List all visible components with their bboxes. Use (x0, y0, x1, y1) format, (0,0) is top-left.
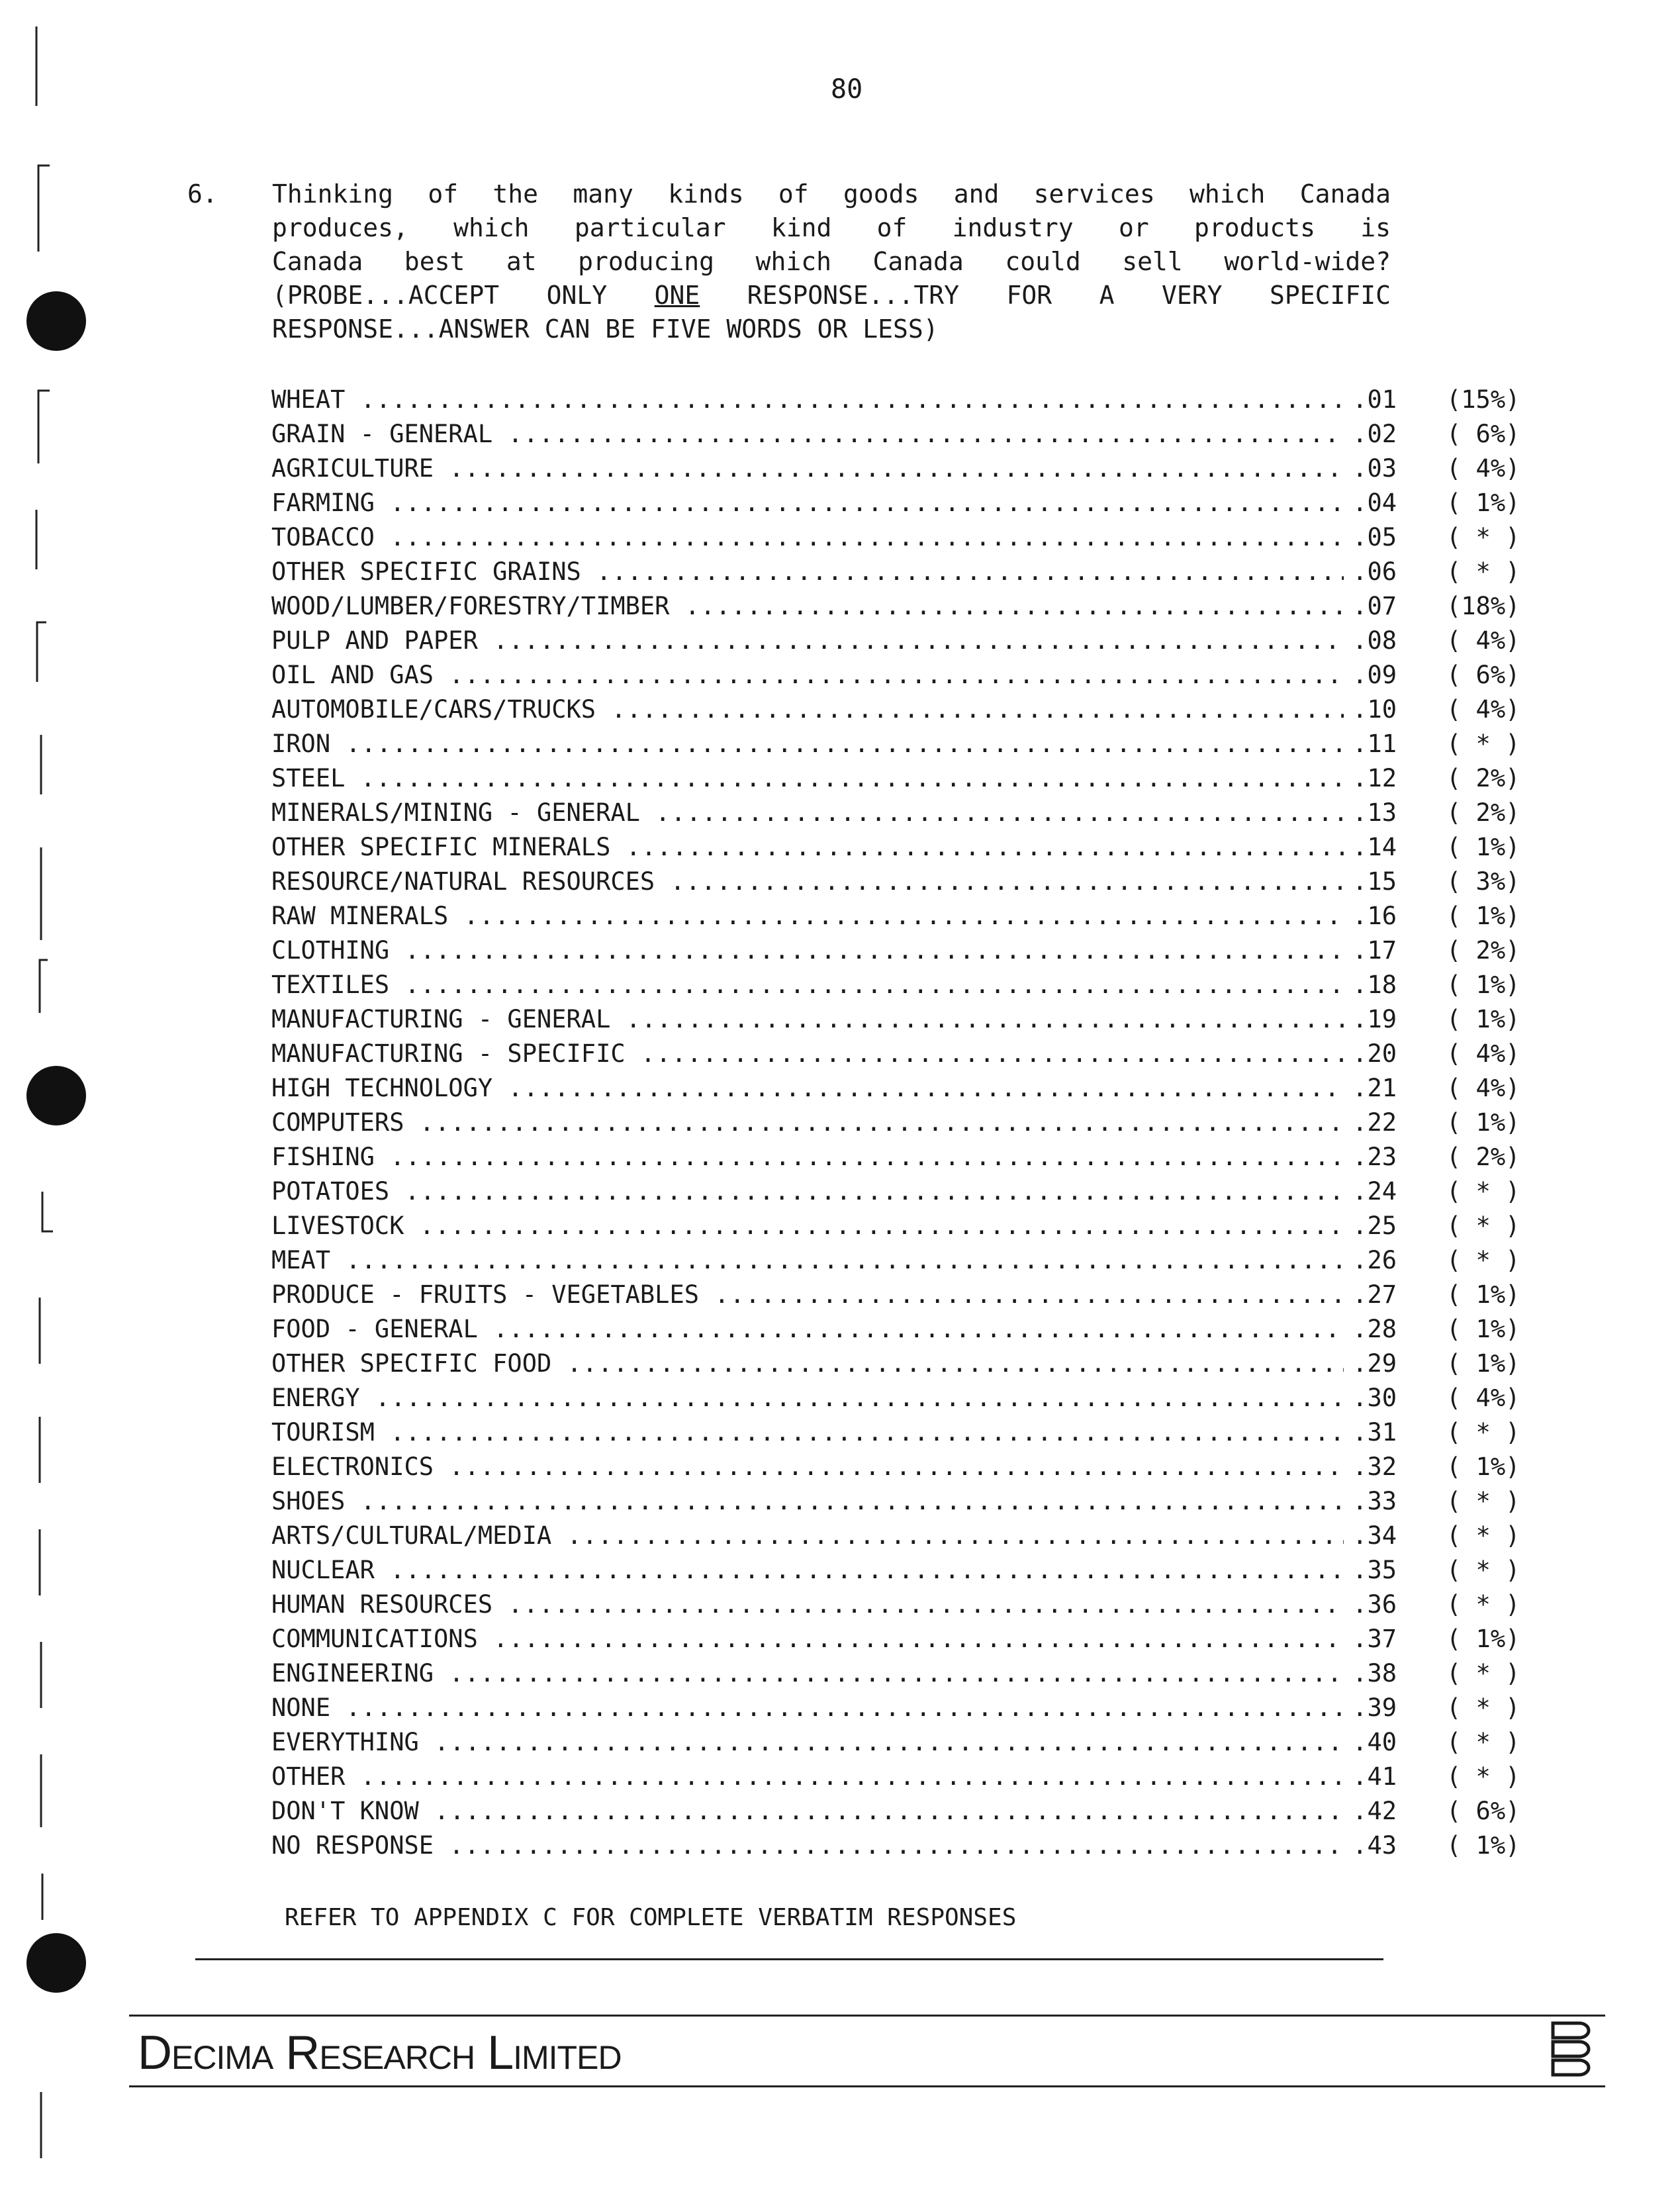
response-code: .09 (1347, 658, 1397, 692)
response-row (271, 1656, 1552, 1691)
response-row (271, 1106, 1552, 1140)
response-label: TOURISM ..... (271, 1415, 1344, 1450)
response-label: PULP AND PAPER ..... (271, 624, 1344, 658)
response-code: .32 (1347, 1450, 1397, 1484)
response-percentage: ( * ) (1446, 1659, 1520, 1688)
response-code: .12 (1347, 761, 1397, 796)
response-row (271, 1415, 1552, 1450)
response-row (271, 1794, 1552, 1829)
response-percentage: ( * ) (1446, 1177, 1520, 1206)
response-row (271, 1209, 1552, 1243)
response-row (271, 796, 1552, 830)
response-row (271, 589, 1552, 624)
response-label: TEXTILES ..... (271, 968, 1344, 1002)
response-label: ARTS/CULTURAL/MEDIA ..... (271, 1519, 1344, 1553)
response-percentage: ( 1%) (1446, 971, 1520, 999)
response-row (271, 1381, 1552, 1415)
response-code: .25 (1347, 1209, 1397, 1243)
response-percentage: ( * ) (1446, 1418, 1520, 1447)
response-row (271, 1725, 1552, 1760)
response-code: .29 (1347, 1347, 1397, 1381)
response-percentage: ( 2%) (1446, 1143, 1520, 1171)
response-label: NO RESPONSE ..... (271, 1829, 1344, 1863)
response-percentage: ( 4%) (1446, 626, 1520, 655)
response-code: .11 (1347, 727, 1397, 761)
response-code: .28 (1347, 1312, 1397, 1347)
response-percentage: ( 1%) (1446, 1280, 1520, 1309)
response-percentage: ( * ) (1446, 730, 1520, 758)
response-percentage: ( 1%) (1446, 1452, 1520, 1481)
response-label: ENERGY ..... (271, 1381, 1344, 1415)
response-label: ELECTRONICS ..... (271, 1450, 1344, 1484)
response-row (271, 1174, 1552, 1209)
response-label: ENGINEERING ..... (271, 1656, 1344, 1691)
footer-bottom-rule (129, 2085, 1605, 2087)
appendix-note: REFER TO APPENDIX C FOR COMPLETE VERBATIM RESPONSES (285, 1904, 1017, 1931)
response-row (271, 658, 1552, 692)
divider-rule (195, 1958, 1383, 1960)
scan-edge-marks (0, 0, 93, 2190)
response-code: .30 (1347, 1381, 1397, 1415)
response-row (271, 1622, 1552, 1656)
response-row (271, 1071, 1552, 1106)
response-percentage: ( 1%) (1446, 489, 1520, 517)
response-percentage: ( 3%) (1446, 867, 1520, 896)
response-label: OTHER SPECIFIC GRAINS ..... (271, 555, 1344, 589)
response-row (271, 761, 1552, 796)
response-percentage: ( 1%) (1446, 1831, 1520, 1860)
response-percentage: ( 6%) (1446, 661, 1520, 689)
response-label: AUTOMOBILE/CARS/TRUCKS ..... (271, 692, 1344, 727)
response-code: .37 (1347, 1622, 1397, 1656)
response-percentage: (18%) (1446, 592, 1520, 620)
response-label: NUCLEAR ..... (271, 1553, 1344, 1588)
response-code: .01 (1347, 383, 1397, 417)
response-label: LIVESTOCK ..... (271, 1209, 1344, 1243)
response-label: SHOES ..... (271, 1484, 1344, 1519)
response-percentage: ( 4%) (1446, 1384, 1520, 1412)
response-code: .04 (1347, 486, 1397, 520)
response-percentage: ( 2%) (1446, 798, 1520, 827)
response-code: .34 (1347, 1519, 1397, 1553)
response-row (271, 1312, 1552, 1347)
response-code: .33 (1347, 1484, 1397, 1519)
response-label: RESOURCE/NATURAL RESOURCES ..... (271, 865, 1344, 899)
response-label: MANUFACTURING - SPECIFIC ..... (271, 1037, 1344, 1071)
response-label: GRAIN - GENERAL ..... (271, 417, 1344, 452)
response-percentage: ( 6%) (1446, 1797, 1520, 1825)
response-row (271, 486, 1552, 520)
response-row (271, 1278, 1552, 1312)
response-row (271, 899, 1552, 933)
response-percentage: ( 1%) (1446, 1625, 1520, 1653)
response-percentage: ( 1%) (1446, 1349, 1520, 1378)
response-code: .43 (1347, 1829, 1397, 1863)
response-code: .20 (1347, 1037, 1397, 1071)
response-percentage: ( * ) (1446, 1693, 1520, 1722)
response-label: HIGH TECHNOLOGY ..... (271, 1071, 1344, 1106)
probe-text-after: RESPONSE...TRY FOR A VERY SPECIFIC (700, 281, 1391, 310)
decima-logo-icon (1549, 2018, 1597, 2081)
response-row (271, 383, 1552, 417)
response-label: WHEAT ..... (271, 383, 1344, 417)
response-label: OTHER SPECIFIC MINERALS ..... (271, 830, 1344, 865)
response-code: .03 (1347, 452, 1397, 486)
response-percentage: ( 6%) (1446, 420, 1520, 448)
response-percentage: ( 1%) (1446, 1005, 1520, 1033)
response-label: CLOTHING ..... (271, 933, 1344, 968)
response-percentage: ( 4%) (1446, 454, 1520, 483)
response-code: .39 (1347, 1691, 1397, 1725)
response-code: .17 (1347, 933, 1397, 968)
response-percentage: ( * ) (1446, 1246, 1520, 1274)
response-label: MEAT ..... (271, 1243, 1344, 1278)
response-code: .41 (1347, 1760, 1397, 1794)
footer-top-rule (129, 2015, 1605, 2017)
response-label: PRODUCE - FRUITS - VEGETABLES ..... (271, 1278, 1344, 1312)
response-percentage: ( * ) (1446, 1556, 1520, 1584)
response-row (271, 1140, 1552, 1174)
response-percentage: ( * ) (1446, 1728, 1520, 1756)
response-code: .16 (1347, 899, 1397, 933)
response-label: FISHING ..... (271, 1140, 1344, 1174)
response-row (271, 1243, 1552, 1278)
question-text (272, 177, 1391, 346)
response-percentage: ( 1%) (1446, 902, 1520, 930)
response-code: .19 (1347, 1002, 1397, 1037)
response-code: .22 (1347, 1106, 1397, 1140)
response-percentage: ( * ) (1446, 1487, 1520, 1515)
response-code: .10 (1347, 692, 1397, 727)
response-percentage: ( 2%) (1446, 764, 1520, 792)
response-row (271, 968, 1552, 1002)
response-label: FARMING ..... (271, 486, 1344, 520)
response-row (271, 1588, 1552, 1622)
response-row (271, 1760, 1552, 1794)
response-label: AGRICULTURE ..... (271, 452, 1344, 486)
probe-text-before: (PROBE...ACCEPT ONLY (272, 281, 655, 310)
probe-instruction-end: RESPONSE...ANSWER CAN BE FIVE WORDS OR LESS) (272, 314, 939, 344)
response-row (271, 1037, 1552, 1071)
response-code: .05 (1347, 520, 1397, 555)
response-row (271, 1829, 1552, 1863)
response-label: HUMAN RESOURCES ..... (271, 1588, 1344, 1622)
response-percentage: ( 4%) (1446, 695, 1520, 724)
response-row (271, 1691, 1552, 1725)
response-percentage: ( 1%) (1446, 1108, 1520, 1137)
response-row (271, 692, 1552, 727)
response-code: .36 (1347, 1588, 1397, 1622)
response-code: .06 (1347, 555, 1397, 589)
response-row (271, 865, 1552, 899)
response-code: .40 (1347, 1725, 1397, 1760)
response-label: WOOD/LUMBER/FORESTRY/TIMBER ..... (271, 589, 1344, 624)
response-percentage: ( 4%) (1446, 1074, 1520, 1102)
response-code: .07 (1347, 589, 1397, 624)
response-percentage: ( * ) (1446, 523, 1520, 551)
response-label: OIL AND GAS ..... (271, 658, 1344, 692)
question-line: Thinking of the many kinds of goods and services which Canada (272, 179, 1391, 209)
response-row (271, 933, 1552, 968)
response-row (271, 830, 1552, 865)
response-label: TOBACCO ..... (271, 520, 1344, 555)
response-label: IRON ..... (271, 727, 1344, 761)
response-code: .15 (1347, 865, 1397, 899)
response-code: .31 (1347, 1415, 1397, 1450)
response-percentage: ( * ) (1446, 1762, 1520, 1791)
response-label: OTHER SPECIFIC FOOD ..... (271, 1347, 1344, 1381)
response-percentage: ( * ) (1446, 1590, 1520, 1619)
response-row (271, 624, 1552, 658)
response-row (271, 727, 1552, 761)
page-number: 80 (831, 74, 863, 105)
response-row (271, 555, 1552, 589)
response-code: .35 (1347, 1553, 1397, 1588)
response-label: NONE ..... (271, 1691, 1344, 1725)
response-label: MANUFACTURING - GENERAL ..... (271, 1002, 1344, 1037)
response-code: .42 (1347, 1794, 1397, 1829)
company-logo-text: Decima Research Limited (138, 2026, 622, 2079)
response-code: .18 (1347, 968, 1397, 1002)
response-label: COMMUNICATIONS ..... (271, 1622, 1344, 1656)
response-list (271, 383, 1552, 1863)
response-row (271, 1002, 1552, 1037)
response-code: .38 (1347, 1656, 1397, 1691)
response-row (271, 1553, 1552, 1588)
response-row (271, 1519, 1552, 1553)
response-row (271, 520, 1552, 555)
response-label: COMPUTERS ..... (271, 1106, 1344, 1140)
probe-instruction (272, 279, 1391, 312)
response-row (271, 1347, 1552, 1381)
response-label: EVERYTHING ..... (271, 1725, 1344, 1760)
probe-emphasis: ONE (654, 281, 700, 310)
response-label: FOOD - GENERAL ..... (271, 1312, 1344, 1347)
response-percentage: ( * ) (1446, 557, 1520, 586)
question-line: produces, which particular kind of industry or products is (272, 213, 1391, 242)
response-percentage: ( * ) (1446, 1521, 1520, 1550)
response-label: DON'T KNOW ..... (271, 1794, 1344, 1829)
question-line: Canada best at producing which Canada could sell world-wide? (272, 247, 1391, 276)
response-code: .24 (1347, 1174, 1397, 1209)
response-row (271, 1484, 1552, 1519)
response-code: .14 (1347, 830, 1397, 865)
response-label: STEEL ..... (271, 761, 1344, 796)
response-code: .27 (1347, 1278, 1397, 1312)
question-number: 6. (187, 179, 218, 209)
response-percentage: ( 1%) (1446, 1315, 1520, 1343)
response-label: RAW MINERALS ..... (271, 899, 1344, 933)
response-code: .26 (1347, 1243, 1397, 1278)
response-code: .02 (1347, 417, 1397, 452)
response-row (271, 1450, 1552, 1484)
response-label: POTATOES ..... (271, 1174, 1344, 1209)
response-percentage: ( 4%) (1446, 1039, 1520, 1068)
response-code: .13 (1347, 796, 1397, 830)
response-percentage: ( * ) (1446, 1212, 1520, 1240)
response-percentage: ( 2%) (1446, 936, 1520, 965)
response-label: MINERALS/MINING - GENERAL ..... (271, 796, 1344, 830)
response-percentage: ( 1%) (1446, 833, 1520, 861)
response-label: OTHER ..... (271, 1760, 1344, 1794)
response-percentage: (15%) (1446, 385, 1520, 414)
response-code: .08 (1347, 624, 1397, 658)
response-row (271, 452, 1552, 486)
response-code: .23 (1347, 1140, 1397, 1174)
response-row (271, 417, 1552, 452)
response-code: .21 (1347, 1071, 1397, 1106)
